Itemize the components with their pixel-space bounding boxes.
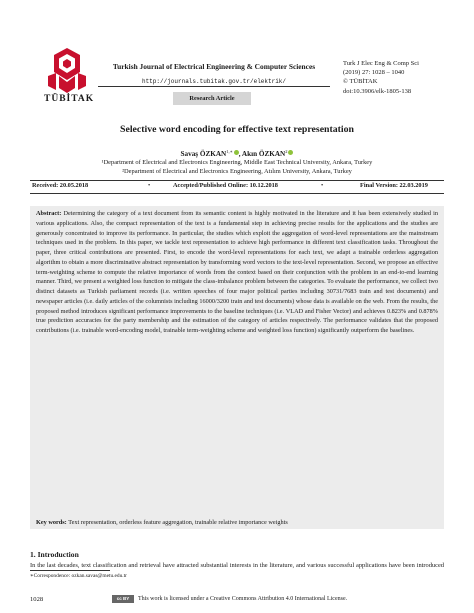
abstract	[36, 209, 438, 336]
author-1-name: Savaş ÖZKAN	[180, 150, 227, 158]
keywords	[36, 518, 438, 527]
author-line	[30, 149, 444, 158]
bullet-separator: •	[321, 182, 324, 189]
section-heading: 1. Introduction	[30, 550, 79, 559]
affiliation-2: ²Department of Electrical and Electronics Engineering, Atılım University, Ankara, Turkey	[122, 168, 352, 175]
keywords-label: Key words:	[36, 519, 67, 526]
citation-block	[343, 59, 443, 96]
citation-volume: (2019) 27: 1028 – 1040	[343, 69, 405, 77]
affiliation-1: ¹Department of Electrical and Electronics Engineering, Middle East Technical University, Ankara, Turkey	[101, 159, 373, 166]
logo-wordmark: TÜBİTAK	[44, 94, 95, 104]
bullet-separator: •	[148, 182, 151, 189]
header-divider	[98, 86, 330, 87]
final-version-date: Final Version: 22.03.2019	[360, 182, 428, 189]
accepted-date: Accepted/Published Online: 10.12.2018	[173, 182, 278, 189]
abstract-label: Abstract:	[36, 210, 62, 217]
license-text: This work is licensed under a Creative Commons Attribution 4.0 International License.	[138, 596, 348, 602]
paper-title: Selective word encoding for effective text representation	[120, 124, 354, 135]
dates-bar	[30, 182, 444, 192]
citation-copyright: © TÜBİTAK	[343, 78, 378, 86]
dates-bottom-rule	[30, 193, 444, 194]
dates-top-rule	[30, 180, 444, 181]
journal-name: Turkish Journal of Electrical Engineering & Computer Sciences	[112, 62, 316, 71]
citation-journal: Turk J Elec Eng & Comp Sci	[343, 60, 419, 67]
orcid-icon[interactable]	[288, 150, 293, 155]
journal-url-link[interactable]: http://journals.tubitak.gov.tr/elektrik/	[141, 78, 287, 85]
correspondence-footnote: ∗Correspondence: ozkan.savas@metu.edu.tr	[30, 573, 127, 579]
abstract-body: Determining the category of a text document from its semantic content is highly motivated in the literature and it has been extensively studied in various applications. Also, the compact representation of the text is a fundamental step in achieving precise results for the applications and the studies are generously concentrated to improve its performance. In particular, the studies which exploit the aggregation of word-level representations are the mainstream techniques used in the problem. In this paper, we tackle text representation to achieve high performance in different text classification tasks. Throughout the paper, three critical contributions are presented. First, to encode the word-level representations for each text, we adapt a trainable orderless aggregation algorithm to obtain a more discriminative abstract representation by transforming word vectors to the text-level representation. Second, we propose an effective term-weighting scheme to compute the relative importance of words from the context based on their conjunction with the problem in an end-to-end learning manner. Third, we present a weighted loss function to mitigate the class-imbalance problem between the categories. To evaluate the performance, we collect two distinct datasets as Turkish parliament records (i.e. written speeches of four major political parties including 30731/7683 train and test documents) and newspaper articles (i.e. daily articles of the columnists including 16000/3200 train and test documents) whose data is available on the web. From the results, the proposed method introduces significant performance improvements to the baseline techniques (i.e. VLAD and Fisher Vector) and achieves 0.823% and 0.878% true prediction accuracies for the party membership and the estimation of the category of articles respectively. The performance validates that the proposed contributions (i.e. trainable word-encoding model, trainable term-weighting scheme and weighted loss function) significantly outperform the baselines.	[36, 210, 438, 334]
author-2-marker: 2	[285, 149, 288, 154]
keywords-body: Text representation, orderless feature aggregation, trainable relative importance weights	[68, 519, 288, 526]
author-separator: ,	[238, 150, 241, 158]
tubitak-logo-icon	[46, 46, 88, 94]
citation-doi[interactable]: doi:10.3906/elk-1805-138	[343, 87, 412, 95]
footnote-rule	[30, 570, 110, 571]
author-2-name: Akın ÖZKAN	[241, 150, 286, 158]
page-number: 1028	[30, 596, 44, 603]
creative-commons-icon[interactable]: cc BY	[112, 595, 134, 603]
article-type-badge: Research Article	[173, 92, 251, 105]
author-1-marker: 1,∗	[226, 149, 233, 154]
received-date: Received: 20.05.2018	[32, 182, 89, 189]
introduction-body: In the last decades, text classification and retrieval have attracted substantial interests in the literature, and various successful applications have been introduced	[30, 562, 444, 569]
